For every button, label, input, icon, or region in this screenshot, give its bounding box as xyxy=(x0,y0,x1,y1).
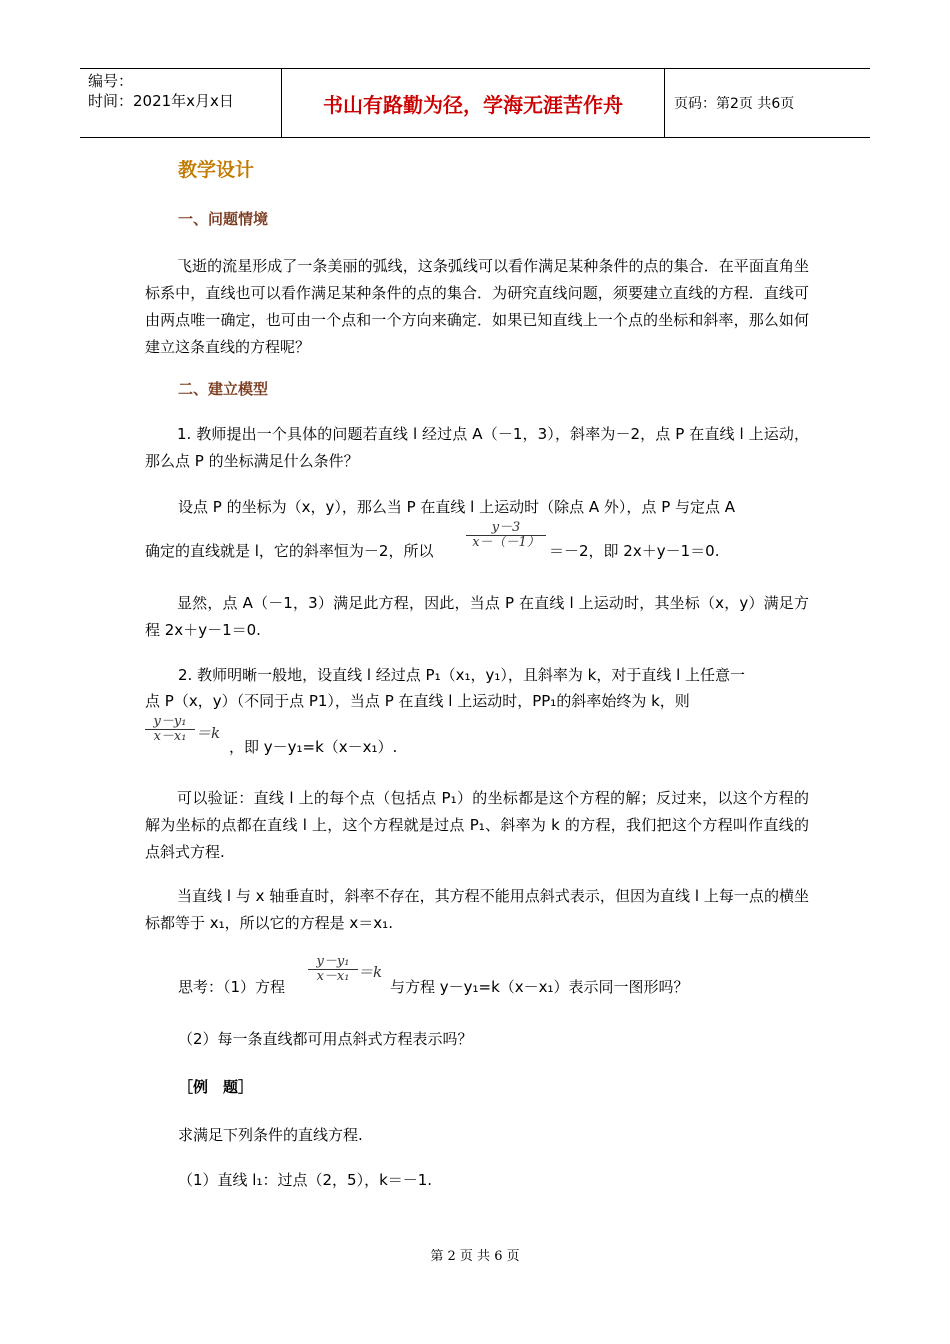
paragraph: 显然，点 A（－1，3）满足此方程，因此，当点 P 在直线 l 上运动时，其坐标（x，y）满足方程 2x＋y－1＝0. xyxy=(145,594,809,639)
fraction-formula xyxy=(145,715,195,744)
example-intro: 求满足下列条件的直线方程. xyxy=(178,1126,363,1144)
fraction-denominator: x－x₁ xyxy=(153,729,187,744)
page-header xyxy=(80,68,870,138)
fraction-formula xyxy=(308,955,358,984)
header-page-label: 页码：第2页 共6页 xyxy=(674,96,795,112)
paragraph-line: 确定的直线就是 l，它的斜率恒为－2，所以 xyxy=(145,542,434,560)
think-question-1a: 思考：（1）方程 xyxy=(178,978,286,996)
paragraph-line: ＝－2，即 2x＋y－1＝0. xyxy=(549,542,720,560)
paragraph-line: ，即 y－y₁=k（x－x₁）. xyxy=(229,738,398,756)
fraction-formula xyxy=(466,521,546,550)
example-heading: ［例 题］ xyxy=(178,1078,254,1096)
section-heading-1: 一、问题情境 xyxy=(178,210,269,228)
header-meta xyxy=(88,71,234,111)
paragraph: 可以验证：直线 l 上的每个点（包括点 P₁）的坐标都是这个方程的解；反过来，以这个方程的解为坐标的点都在直线 l 上，这个方程就是过点 P₁、斜率为 k 的方程，我们把这个方程叫作直线的点斜式方程. xyxy=(145,789,809,861)
section-heading-2: 二、建立模型 xyxy=(178,380,269,398)
think-question-2: （2）每一条直线都可用点斜式方程表示吗？ xyxy=(178,1030,473,1048)
paragraph: 1. 教师提出一个具体的问题若直线 l 经过点 A（－1，3），斜率为－2，点 P 在直线 l 上运动，那么点 P 的坐标满足什么条件？ xyxy=(145,425,809,470)
header-motto: 书山有路勤为径，学海无涯苦作舟 xyxy=(323,92,623,117)
fraction-denominator: x－（－1） xyxy=(472,535,540,550)
fraction-numerator: y－3 xyxy=(491,520,521,535)
paragraph-line: 2. 教师明晰一般地，设直线 l 经过点 P₁（x₁，y₁），且斜率为 k，对于直线 l 上任意一 xyxy=(178,666,746,684)
fraction-numerator: y－y₁ xyxy=(316,954,350,969)
time-label: 时间：2021年x月x日 xyxy=(88,92,234,110)
fraction-numerator: y－y₁ xyxy=(153,714,187,729)
paragraph-line: 设点 P 的坐标为（x，y），那么当 P 在直线 l 上运动时（除点 A 外），点 P 与定点 A xyxy=(178,498,736,516)
paragraph: 当直线 l 与 x 轴垂直时，斜率不存在，其方程不能用点斜式表示，但因为直线 l 上每一点的横坐标都等于 x₁，所以它的方程是 x＝x₁. xyxy=(145,887,809,932)
fraction-equals: ＝k xyxy=(196,724,221,742)
think-question-1b: 与方程 y－y₁=k（x－x₁）表示同一图形吗？ xyxy=(390,978,689,996)
doc-title: 教学设计 xyxy=(178,159,255,181)
number-label: 编号： xyxy=(88,72,134,90)
page-footer: 第 2 页 共 6 页 xyxy=(430,1249,520,1264)
fraction-equals: ＝k xyxy=(358,963,383,981)
example-item-1: （1）直线 l₁：过点（2，5），k＝－1. xyxy=(178,1171,433,1189)
paragraph: 飞逝的流星形成了一条美丽的弧线，这条弧线可以看作满足某种条件的点的集合．在平面直角坐标系中，直线也可以看作满足某种条件的点的集合．为研究直线问题，须要建立直线的方程．直线可由两点唯一确定，也可由一个点和一个方向来确定．如果已知直线上一个点的坐标和斜率，那么如何建立这条直线的方程呢？ xyxy=(145,257,809,356)
fraction-denominator: x－x₁ xyxy=(316,969,350,984)
paragraph-line: 点 P（x，y）（不同于点 P1），当点 P 在直线 l 上运动时，PP₁的斜率始终为 k，则 xyxy=(145,692,690,710)
